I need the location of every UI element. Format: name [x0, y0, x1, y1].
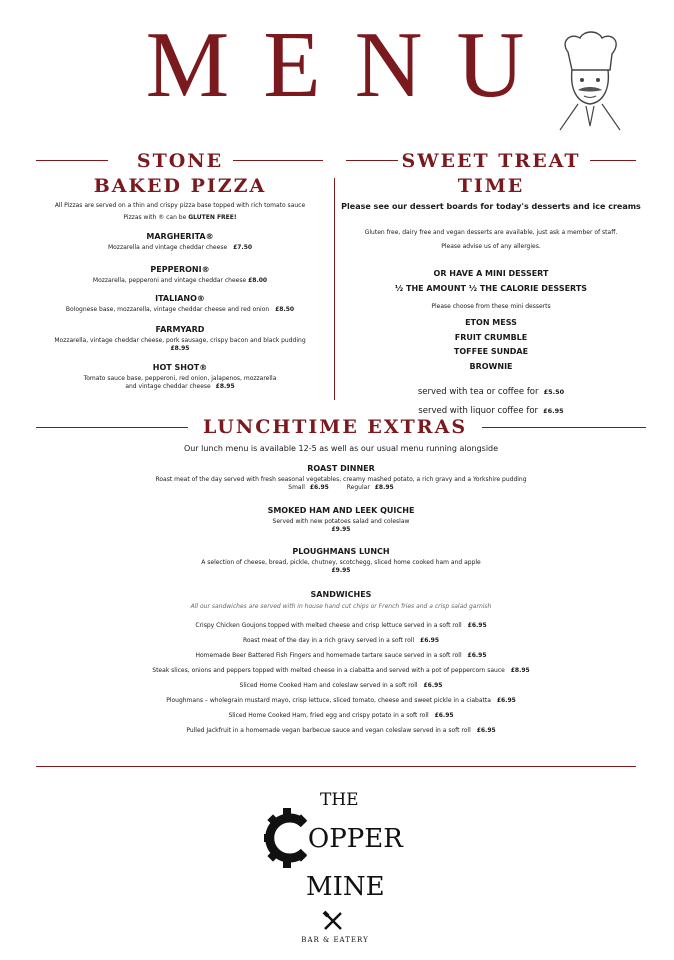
- pizza-item-desc: [36, 277, 324, 285]
- sandwich-desc: Sliced Home Cooked Ham, fried egg and crispy potato in a soft roll: [228, 712, 429, 719]
- pizza-item-name: FARMYARD: [155, 325, 205, 334]
- quiche-desc: Served with new potatoes salad and coleslaw: [272, 518, 410, 525]
- pizza-item-name: ITALIANO®: [155, 294, 205, 303]
- roast-dinner-desc: Roast meat of the day served with fresh seasonal vegetables, creamy mashed potato, a rich gravy and a Yorkshire pudding: [155, 476, 527, 483]
- pizza-item-price: £7.50: [233, 244, 253, 251]
- pizza-item-desc-text2: and vintage cheddar cheese: [125, 383, 211, 390]
- sandwich-desc: Sliced Home Cooked Ham and coleslaw served in a soft roll: [239, 682, 418, 689]
- lunch-intro: Our lunch menu is available 12-5 as well as our usual menu running alongside: [183, 444, 499, 453]
- column-divider: [334, 178, 335, 400]
- sandwich-item: [36, 708, 646, 723]
- pizza-item: [36, 363, 324, 391]
- dessert-liquor-text: served with liquor coffee for: [418, 406, 539, 416]
- pizza-item: [36, 325, 324, 353]
- sandwich-desc: Pulled Jackfruit in a homemade vegan barbecue sauce and vegan coleslaw served in a soft roll: [186, 727, 471, 734]
- pizza-item-price: £8.95: [170, 345, 190, 352]
- pizza-item: [36, 294, 324, 314]
- sandwich-desc: Steak slices, onions and peppers topped with melted cheese in a ciabatta and served with a pot of peppercorn sauce: [152, 667, 505, 674]
- sandwich-item: [36, 663, 646, 678]
- pizza-item-price: £8.95: [215, 383, 235, 390]
- dessert-tea-text: served with tea or coffee for: [417, 387, 539, 397]
- sandwich-price: £8.95: [510, 667, 530, 674]
- sandwich-price: £6.95: [467, 652, 487, 659]
- sandwich-item: [36, 723, 646, 738]
- pizza-heading-line2: BAKED PIZZA: [93, 175, 267, 197]
- roast-regular-price: £8.95: [374, 484, 394, 491]
- ploughmans-price: £9.95: [331, 567, 351, 574]
- pizza-intro-mid: can be: [166, 214, 187, 221]
- pizza-intro-gluten: GLUTEN FREE!: [188, 214, 237, 221]
- pizza-item-desc: [36, 244, 324, 252]
- logo-mine: MINE: [306, 872, 385, 902]
- page-title-text: MENU: [145, 13, 559, 117]
- pizza-intro-pre: Pizzas with: [123, 214, 157, 221]
- pizza-intro: [36, 202, 324, 222]
- sandwich-item: [36, 693, 646, 708]
- sandwich-desc: Crispy Chicken Goujons topped with melted cheese and crisp lettuce served in a soft roll: [195, 622, 462, 629]
- sandwich-desc: Homemade Beer Battered Fish Fingers and homemade tartare sauce served in a soft roll: [195, 652, 462, 659]
- pizza-item-desc-text: Mozzarella, pepperoni and vintage cheddar cheese: [92, 277, 247, 284]
- logo-copper-rest: OPPER: [307, 824, 403, 854]
- pizza-item-desc-text: Mozzarella, vintage cheddar cheese, pork sausage, crispy bacon and black pudding: [54, 337, 306, 344]
- dessert-serving: [346, 381, 636, 419]
- pizza-item-name: HOT SHOT®: [152, 363, 208, 372]
- roast-dinner-name: ROAST DINNER: [307, 464, 375, 473]
- sweet-notes: [346, 229, 636, 251]
- pizza-intro-mark: ®: [158, 214, 165, 221]
- divider: [36, 427, 188, 428]
- sandwich-list: [36, 618, 646, 738]
- pizza-item-price: £8.00: [248, 277, 268, 284]
- sweet-note1: Gluten free, dairy free and vegan desserts are available, just ask a member of staff.: [364, 229, 618, 236]
- pizza-item-price: £8.50: [275, 306, 295, 313]
- logo-tagline: BAR & EATERY: [301, 936, 369, 944]
- pizza-item: [36, 265, 324, 285]
- pizza-intro-line1: All Pizzas are served on a thin and crispy pizza base topped with rich tomato sauce: [54, 202, 306, 209]
- dessert-item: ETON MESS: [465, 318, 517, 327]
- sandwich-item: [36, 648, 646, 663]
- sandwich-desc: Ploughmans – wholegrain mustard mayo, crisp lettuce, sliced tomato, cheese and sweet pickle in a ciabatta: [166, 697, 491, 704]
- pizza-item-name: PEPPERONI®: [150, 265, 210, 274]
- sweet-note2: Please advise us of any allergies.: [441, 243, 541, 250]
- mini-dessert-list: [346, 316, 636, 374]
- ploughmans-name: PLOUGHMANS LUNCH: [292, 547, 390, 556]
- dessert-item: BROWNIE: [469, 361, 513, 371]
- logo-copper: [288, 824, 403, 854]
- quiche-price: £9.95: [331, 526, 351, 533]
- sandwich-item: [36, 633, 646, 648]
- roast-dinner: [36, 464, 646, 492]
- sweet-heading: [346, 150, 636, 197]
- lunch-heading: LUNCHTIME EXTRAS: [202, 416, 468, 438]
- sweet-heading-line2: TIME: [457, 175, 525, 197]
- dessert-item: TOFFEE SUNDAE: [453, 347, 529, 356]
- pizza-item: [36, 232, 324, 252]
- mini-dessert-choose: Please choose from these mini desserts: [431, 303, 551, 310]
- mini-dessert-heading: [346, 266, 636, 296]
- ploughmans-desc: A selection of cheese, bread, pickle, chutney, scotchegg, sliced home cooked ham and apple: [201, 559, 481, 566]
- pizza-item-desc-text: Bolognese base, mozzarella, vintage cheddar cheese and red onion: [65, 306, 270, 313]
- logo-the: THE: [320, 790, 359, 810]
- chef-illustration: [548, 30, 630, 135]
- dessert-tea: [346, 381, 636, 400]
- roast-dinner-prices: [36, 484, 646, 492]
- pizza-item-desc-text: Tomato sauce base, pepperoni, red onion, jalapenos, mozzarella: [83, 375, 277, 382]
- quiche: [36, 506, 646, 534]
- dessert-tea-price: £5.50: [543, 388, 565, 396]
- mini-dessert-line1: OR HAVE A MINI DESSERT: [433, 269, 549, 278]
- pizza-heading-line1: STONE: [136, 150, 224, 172]
- pizza-item-desc: [36, 306, 324, 314]
- sandwich-price: £6.95: [496, 697, 516, 704]
- sandwich-desc: Roast meat of the day in a rich gravy served in a soft roll: [242, 637, 415, 644]
- pizza-heading: [36, 150, 324, 197]
- roast-small-price: £6.95: [309, 484, 329, 491]
- quiche-name: SMOKED HAM AND LEEK QUICHE: [267, 506, 415, 515]
- ploughmans: [36, 547, 646, 575]
- pizza-intro-line2: [36, 214, 324, 222]
- pizza-item-desc-text: Mozzarella and vintage cheddar cheese: [107, 244, 228, 251]
- copper-mine-logo: [250, 786, 420, 956]
- roast-regular-label: Regular: [346, 484, 370, 491]
- pizza-item-name: MARGHERITA®: [146, 232, 214, 241]
- mini-dessert-line2: ½ THE AMOUNT ½ THE CALORIE DESSERTS: [394, 284, 588, 293]
- divider: [36, 766, 636, 767]
- sandwiches-name: SANDWICHES: [310, 590, 372, 599]
- dessert-liquor-price: £6.95: [543, 407, 564, 415]
- sandwich-price: £6.95: [434, 712, 454, 719]
- sandwiches-note: All our sandwiches are served with in house hand cut chips or French fries and a crisp salad garnish: [190, 603, 492, 610]
- sandwich-price: £6.95: [423, 682, 443, 689]
- sweet-lead: Please see our dessert boards for today's desserts and ice creams: [341, 202, 641, 211]
- sandwich-item: [36, 678, 646, 693]
- roast-small-label: Small: [288, 484, 305, 491]
- sandwich-item: [36, 618, 646, 633]
- divider: [482, 427, 646, 428]
- dessert-item: FRUIT CRUMBLE: [454, 332, 528, 342]
- sweet-heading-line1: SWEET TREAT: [401, 150, 581, 172]
- cutlery-icon: [322, 910, 344, 932]
- sandwich-price: £6.95: [467, 622, 487, 629]
- sandwich-price: £6.95: [420, 637, 440, 644]
- pizza-item-desc2: [36, 383, 324, 391]
- sandwiches: [36, 590, 646, 611]
- sandwich-price: £6.95: [476, 727, 496, 734]
